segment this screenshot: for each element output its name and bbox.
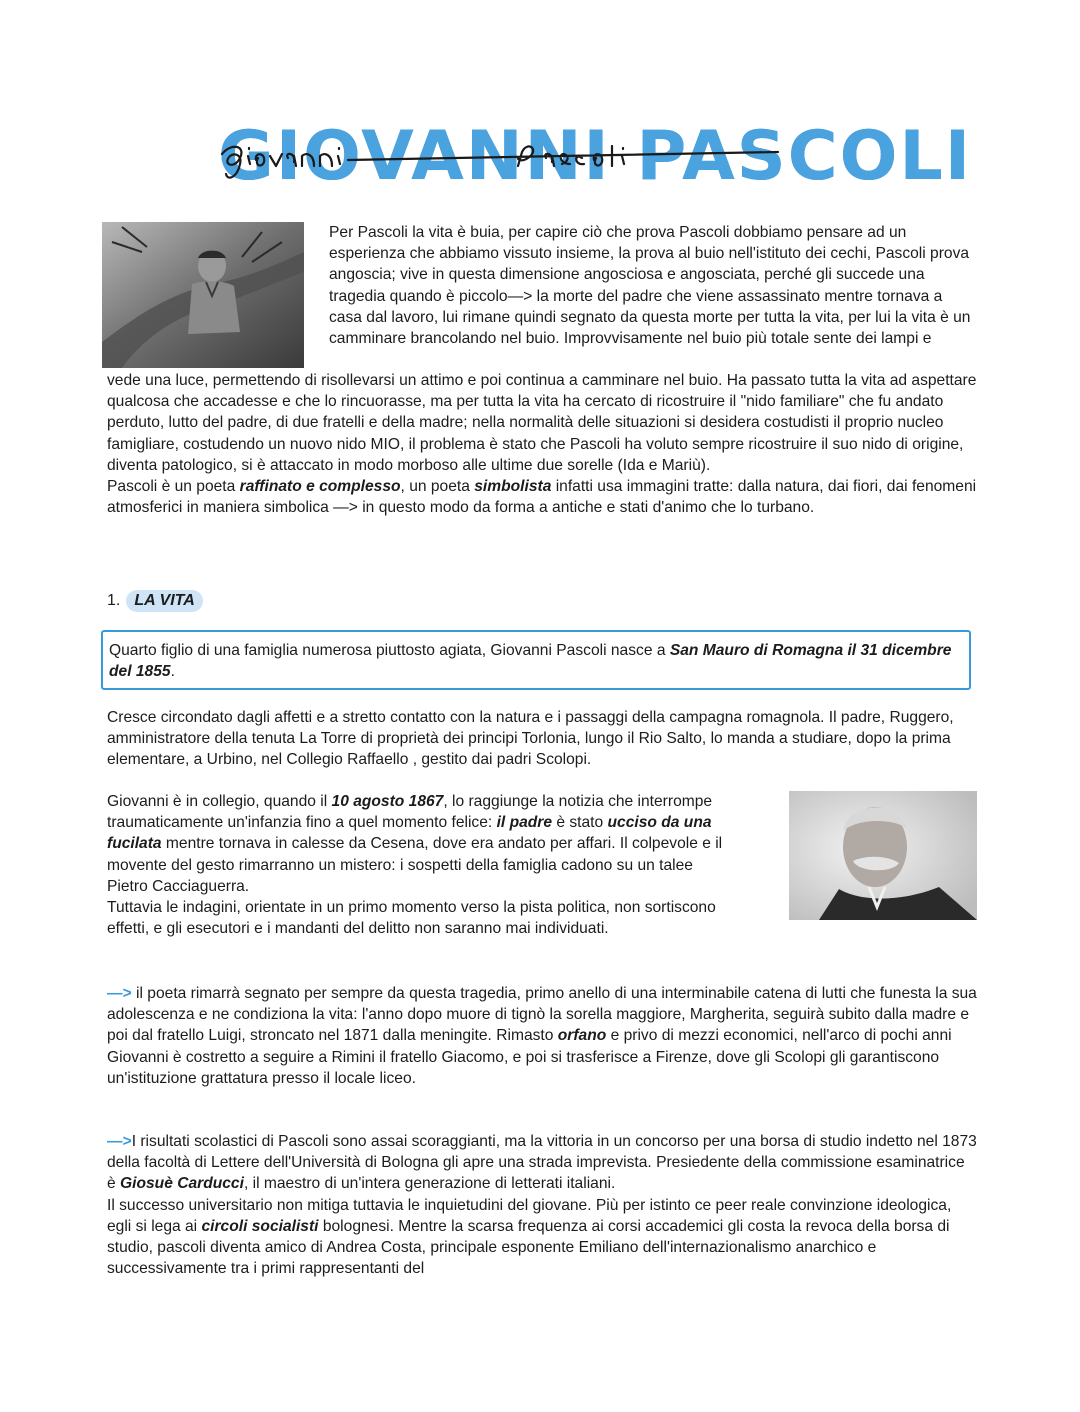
- intro-paragraph-continuation: vede una luce, permettendo di risollevarsi un attimo e poi continua a camminare nel buio. Ha passato tutta la vita ad aspettare qualcosa che accadesse e che lo rincuorasse, ma per tutta la vita ha cercato di ricostruire il "nido familiare" che fu andato perduto, lutto del padre, di due fratelli e della madre; nella normalità delle situazioni si desidera costudisti il proprio nucleo famigliare, costudendo un nuovo nido MIO, il problema è stato che Pascoli ha voluto sempre ricostruire il suo nido di origine, diventa patologico, si è attaccato in modo morboso alle ultime due sorelle (Ida e Mariù).: [107, 372, 977, 474]
- bold-italic-span: simbolista: [474, 478, 552, 496]
- highlight-box: [101, 630, 971, 690]
- text-span: infatti usa immagini tratte: dalla natura, dai fiori, dai fenomeni atmosferici in maniera simbolica —> in questo modo da forma a antiche e stati d'animo che lo turbano.: [107, 478, 977, 517]
- text-span: Giovanni è in collegio, quando il: [107, 793, 332, 810]
- paragraph-arrow-risultati: [107, 1131, 977, 1279]
- arrow-icon: —>: [107, 985, 132, 1002]
- text-span: il poeta rimarrà segnato per sempre da questa tragedia, primo anello di una interminabile catena di lutti che funesta la sua adolescenza e ne condiziona la vita: l'anno dopo muore di tignò la sorella maggiore, Margherita, seguirà subito dalla madre e poi dal fratello Luigi, stroncato nel 1871 dalla meningite. Rimasto: [107, 985, 977, 1045]
- text-span: .: [170, 663, 175, 681]
- text-span: e privo di mezzi economici, nell'arco di pochi anni Giovanni è costretto a seguire a Rimini il fratello Giacomo, e poi si trasferisce a Firenze, dove gli Scolopi gli garantiscono un'istituzione grattatura presso il locale liceo.: [107, 1027, 952, 1087]
- intro-paragraph-rest: [107, 370, 977, 518]
- paragraph-cresce: Cresce circondato dagli affetti e a stretto contatto con la natura e i passaggi della campagna romagnola. Il padre, Ruggero, amministratore della tenuta La Torre di proprietà dei principi Torlonia, lungo il Rio Salto, lo manda a studiare, dopo la prima elementare, a Urbino, nel Collegio Raffaello , gestito dai padri Scolopi.: [107, 709, 954, 769]
- intro-symbolism-paragraph: [107, 476, 977, 518]
- section-label-pill: LA VITA: [126, 590, 202, 612]
- title-block: [218, 112, 973, 202]
- handwritten-signature: [218, 112, 788, 202]
- bold-italic-span: San Mauro di Romagna il 31 dicembre del 1855: [109, 642, 952, 681]
- text-span: , il maestro di un'intera generazione di letterati italiani.: [243, 1175, 616, 1193]
- photo-pascoli-tree: [102, 222, 304, 368]
- text-span: Quarto figlio di una famiglia numerosa piuttosto agiata, Giovanni Pascoli nasce a: [109, 642, 670, 659]
- text-span: mentre tornava in calesse da Cesena, dove era andato per affari. Il colpevole e il movente del gesto rimarranno un mistero: i sospetti della famiglia cadono su un talee Pietro Cacciaguerra.: [107, 835, 723, 895]
- paragraph-giovanni-main: [107, 791, 732, 897]
- paragraph-successo: [107, 1195, 977, 1280]
- bold-italic-span: orfano: [557, 1027, 607, 1045]
- text-span: Il successo universitario non mitiga tuttavia le inquietudini del giovane. Più per istinto ce peer reale convinzione ideologica, egli si lega ai: [107, 1196, 952, 1235]
- arrow-icon: —>: [107, 1133, 132, 1150]
- text-span: I risultati scolastici di Pascoli sono assai scoraggianti, ma la vittoria in un concorso per una borsa di studio indetto nel 1873 della facoltà di Lettere dell'Università di Bologna gli apre una strada imprevista. Presiedente della commissione esaminatrice è: [107, 1133, 977, 1193]
- bold-italic-span: ucciso da una fucilata: [107, 814, 712, 853]
- intro-paragraph-top: Per Pascoli la vita è buia, per capire ciò che prova Pascoli dobbiamo pensare ad un esperienza che abbiamo vissuto insieme, la prova al buio nell'istituto dei cechi, Pascoli prova angoscia; vive in questa dimensione angosciosa e angosciata, perché gli succede una tragedia quando è piccolo—> la morte del padre che viene assassinato mentre tornava a casa dal lavoro, lui rimane quindi segnato da questa morte per tutta la vita, per lui la vita è un camminare brancolando nel buio. Improvvisamente nel buio più totale sente dei lampi e: [329, 224, 971, 348]
- highlight-box-text: [109, 640, 969, 682]
- text-span: bolognesi. Mentre la scarsa frequenza ai corsi accademici gli costa la revoca della borsa di studio, pascoli diventa amico di Andrea Costa, principale esponente Emiliano dell'internazionalismo anarchico e successivamente tra i primi rappresentanti del: [107, 1217, 950, 1278]
- page-title: GIOVANNI PASCOLI: [218, 117, 973, 196]
- bold-italic-span: Giosuè Carducci: [120, 1175, 244, 1193]
- text-span: , un poeta: [400, 478, 475, 496]
- paragraph-risultati-main: [107, 1131, 977, 1195]
- bold-italic-span: 10 agosto 1867: [331, 793, 444, 810]
- paragraph-giovanni: [107, 791, 732, 939]
- paragraph-giovanni-tuttavia: Tuttavia le indagini, orientate in un primo momento verso la pista politica, non sortiscono effetti, e gli esecutori e i mandanti del delitto non saranno mai individuati.: [107, 899, 716, 938]
- section-number: 1.: [107, 592, 121, 609]
- text-span: Pascoli è un poeta: [107, 478, 240, 496]
- text-span: , lo raggiunge la notizia che interrompe traumaticamente un'infanzia fino a quel momento felice:: [107, 793, 713, 832]
- bold-italic-span: il padre: [496, 814, 553, 832]
- text-span: è stato: [552, 814, 608, 832]
- photo-pascoli-portrait: [789, 791, 977, 920]
- section-heading-la-vita: [107, 590, 203, 612]
- paragraph-arrow-tragedia: [107, 983, 977, 1089]
- bold-italic-span: circoli socialisti: [201, 1217, 319, 1235]
- bold-italic-span: raffinato e complesso: [239, 478, 401, 496]
